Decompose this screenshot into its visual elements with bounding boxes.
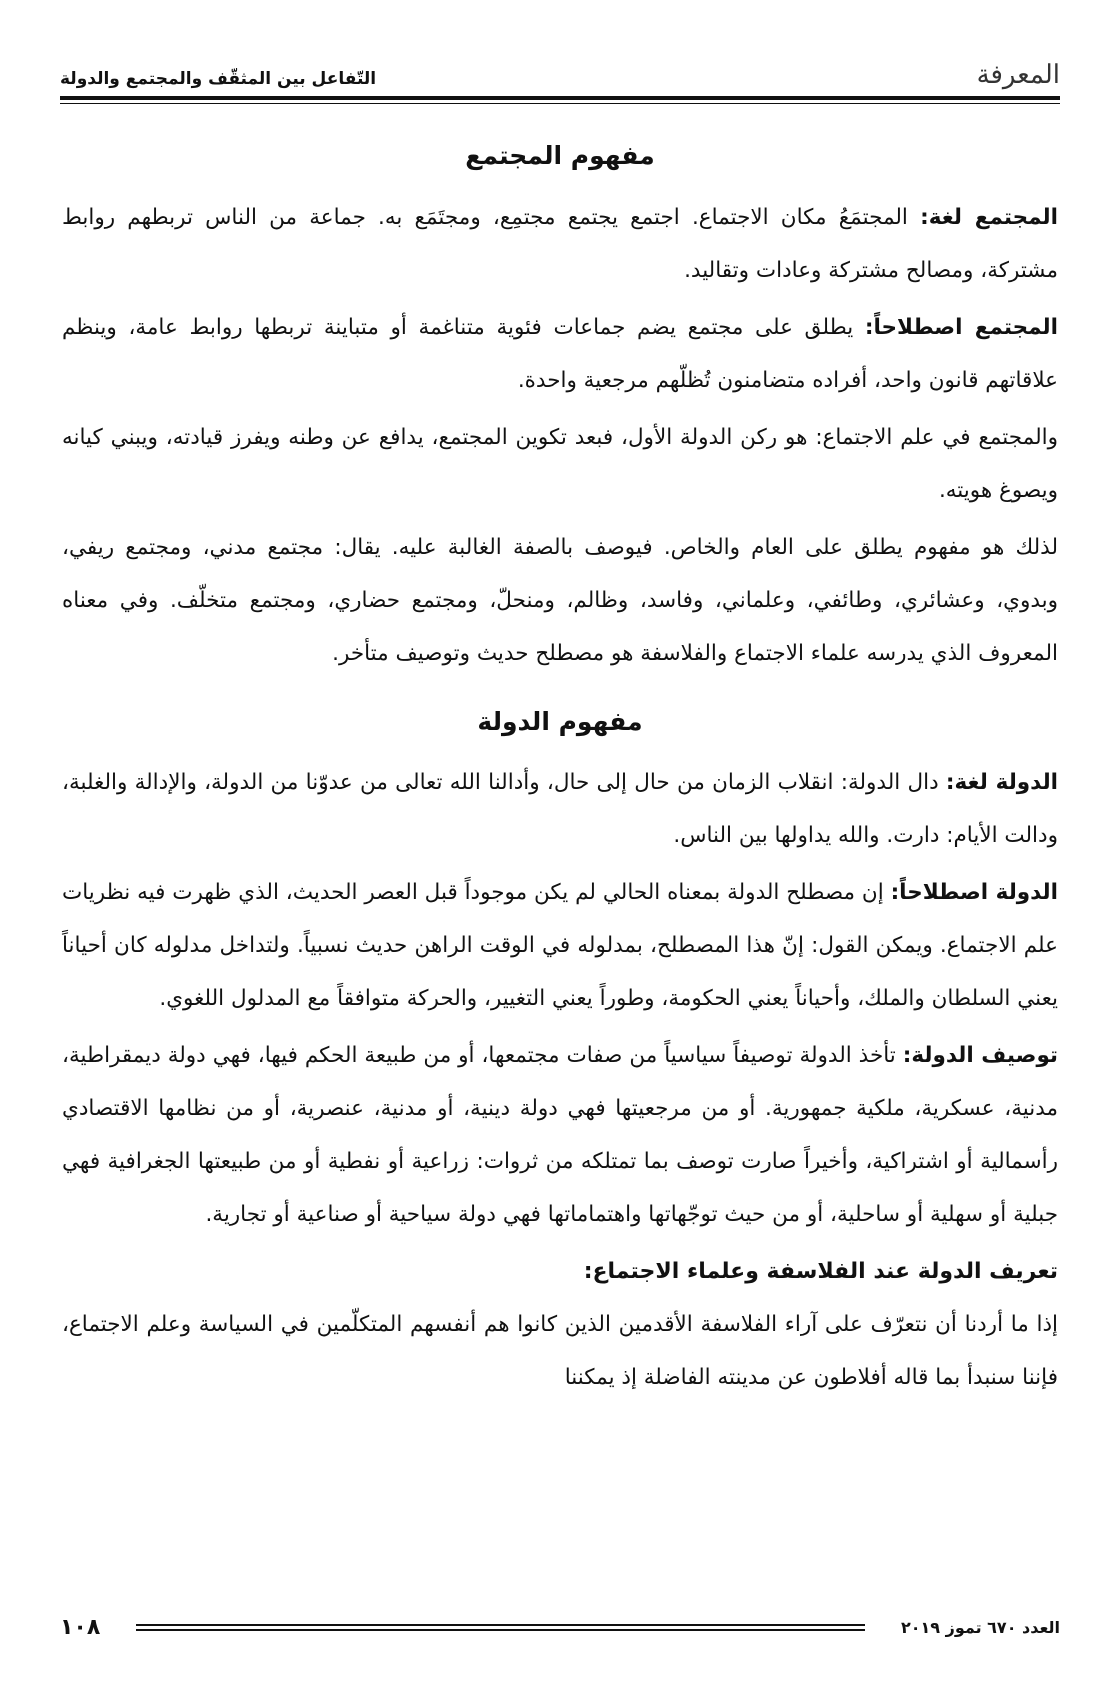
paragraph-text: المجتمَعُ مكان الاجتماع. اجتمع يجتمع مجتمِع، ومجتَمَع به. جماعة من الناس تربطهم روابط مشتركة، ومصالح مشتركة وعادات وتقاليد.: [62, 204, 1058, 283]
term-label: الدولة لغة:: [945, 770, 1059, 795]
article-body: [62, 140, 1058, 1408]
subsection-title: تعريف الدولة عند الفلاسفة وعلماء الاجتماع:: [583, 1259, 1058, 1284]
term-label: المجتمع لغة:: [920, 204, 1058, 230]
paragraph-text: لذلك هو مفهوم يطلق على العام والخاص. فيوصف بالصفة الغالبة عليه. يقال: مجتمع مدني، ومجتمع ريفي، وبدوي، وعشائري، وطائفي، وعلماني، وفاسد، وظالم، ومنحلّ، ومجتمع حضاري، ومجتمع متخلّف. وفي معناه المعروف الذي يدرسه علماء الاجتماع والفلاسفة هو مصطلح حديث وتوصيف متأخر.: [62, 534, 1058, 666]
paragraph-text: يطلق على مجتمع يضم جماعات فئوية متناغمة أو متباينة تربطها روابط عامة، وينظم علاقاتهم قانون واحد، أفراده متضامنون تُظلّهم مرجعية واحدة.: [62, 314, 1058, 393]
paragraph: [62, 866, 1058, 1025]
header-rule: [60, 96, 1060, 104]
paragraph: [62, 191, 1058, 297]
paragraph-text: إذا ما أردنا أن نتعرّف على آراء الفلاسفة الأقدمين الذين كانوا هم أنفسهم المتكلّمين في السياسة وعلم الاجتماع، فإننا سنبدأ بما قاله أفلاطون عن مدينته الفاضلة إذ يمكننا: [62, 1312, 1058, 1390]
paragraph-text: والمجتمع في علم الاجتماع: هو ركن الدولة الأول، فبعد تكوين المجتمع، يدافع عن وطنه ويفرز قيادته، ويبني كيانه ويصوغ هويته.: [62, 424, 1058, 503]
magazine-logo: المعرفة: [976, 60, 1060, 90]
paragraph-text: إن مصطلح الدولة بمعناه الحالي لم يكن موجوداً قبل العصر الحديث، الذي ظهرت فيه نظريات علم الاجتماع. ويمكن القول: إنّ هذا المصطلح، بمدلوله في الوقت الراهن حديث نسبياً. ولتداخل مدلوله كان أحياناً يعني السلطان والملك، وأحياناً يعني الحكومة، وطوراً يعني التغيير، والحركة متوافقاً مع المدلول اللغوي.: [62, 880, 1058, 1011]
paragraph: [62, 756, 1058, 862]
term-label: الدولة اصطلاحاً:: [890, 880, 1059, 905]
paragraph-text: تأخذ الدولة توصيفاً سياسياً من صفات مجتمعها، أو من طبيعة الحكم فيها، فهي دولة ديمقراطية، مدنية، عسكرية، ملكية جمهورية. أو من مرجعيتها فهي دولة دينية، أو مدنية، عنصرية، أو من نظامها الاقتصادي رأسمالية أو اشتراكية، وأخيراً صارت توصف بما تمتلكه من ثروات: زراعية أو نفطية أو من طبيعتها الجغرافية فهي جبلية أو سهلية أو ساحلية، أو من حيث توجّهاتها واهتماماتها فهي دولة سياحية أو صناعية أو تجارية.: [62, 1043, 1058, 1227]
page-number: ١٠٨: [60, 1614, 101, 1640]
issue-info: العدد ٦٧٠ تموز ٢٠١٩: [900, 1617, 1060, 1637]
running-title: التّفاعل بين المثقّف والمجتمع والدولة: [60, 69, 377, 89]
footer-rule: [136, 1624, 865, 1631]
page-footer: [60, 1610, 1060, 1644]
page-header: [60, 40, 1060, 88]
paragraph: [62, 1298, 1058, 1404]
paragraph: [62, 1029, 1058, 1241]
paragraph: [62, 521, 1058, 680]
section-title-society: مفهوم المجتمع: [465, 141, 655, 170]
term-label: توصيف الدولة:: [902, 1043, 1058, 1068]
term-label: المجتمع اصطلاحاً:: [864, 314, 1058, 340]
paragraph-text: دال الدولة: انقلاب الزمان من حال إلى حال، وأدالنا الله تعالى من عدوّنا من الدولة، والإدالة والغلبة، ودالت الأيام: دارت. والله يداولها بين الناس.: [62, 770, 1058, 848]
paragraph: [62, 301, 1058, 407]
section-title-state: مفهوم الدولة: [477, 706, 643, 736]
paragraph: [62, 411, 1058, 517]
